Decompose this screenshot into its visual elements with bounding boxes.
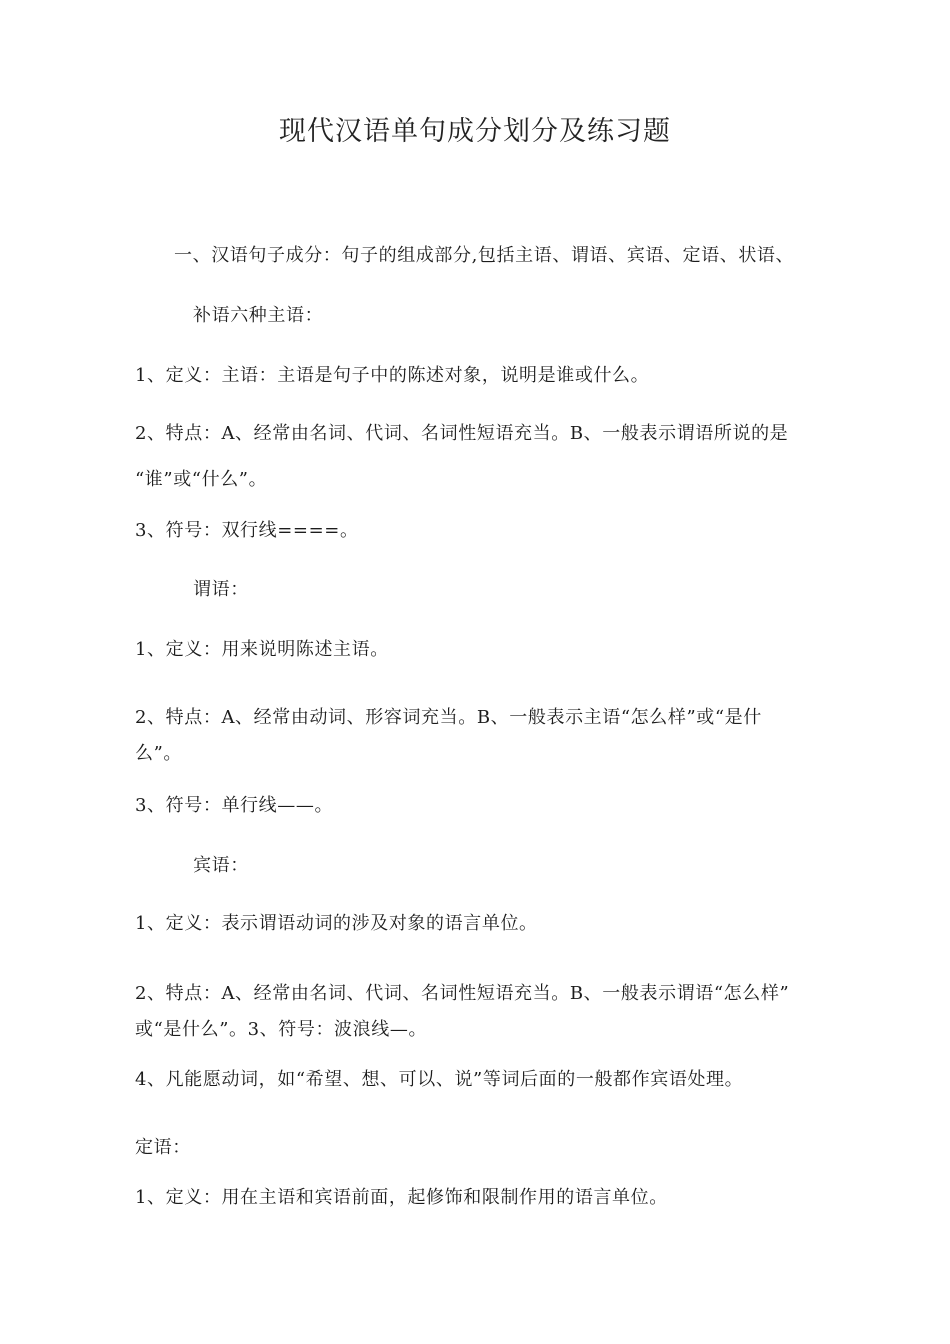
document-title: 现代汉语单句成分划分及练习题 [279,116,671,147]
subject-definition: 1、定义：主语：主语是句子中的陈述对象，说明是谁或什么。 [135,365,650,386]
object-features-cont: 或“是什么”。3、符号：波浪线—。 [135,1019,428,1040]
subheading-predicate: 谓语： [193,579,249,600]
attributive-definition: 1、定义：用在主语和宾语前面，起修饰和限制作用的语言单位。 [135,1187,668,1208]
subheading-subject: 补语六种主语： [193,305,324,326]
section-heading-sentence-components: 一、汉语句子成分：句子的组成部分,包括主语、谓语、宾语、定语、状语、 [174,245,795,266]
subject-features-cont: “谁”或“什么”。 [135,469,268,490]
predicate-definition: 1、定义：用来说明陈述主语。 [135,639,389,660]
subheading-object: 宾语： [193,855,249,876]
object-definition: 1、定义：表示谓语动词的涉及对象的语言单位。 [135,913,538,934]
predicate-symbol: 3、符号：单行线——。 [135,795,334,816]
predicate-features-cont: 么”。 [135,743,183,764]
object-features: 2、特点：A、经常由名词、代词、名词性短语充当。B、一般表示谓语“怎么样” [135,983,790,1004]
subject-features: 2、特点：A、经常由名词、代词、名词性短语充当。B、一般表示谓语所说的是 [135,423,789,444]
predicate-features: 2、特点：A、经常由动词、形容词充当。B、一般表示主语“怎么样”或“是什 [135,707,762,728]
object-note-modal-verbs: 4、凡能愿动词，如“希望、想、可以、说”等词后面的一般都作宾语处理。 [135,1069,744,1090]
subheading-attributive: 定语： [135,1137,191,1158]
subject-symbol: 3、符号：双行线====。 [135,520,359,541]
